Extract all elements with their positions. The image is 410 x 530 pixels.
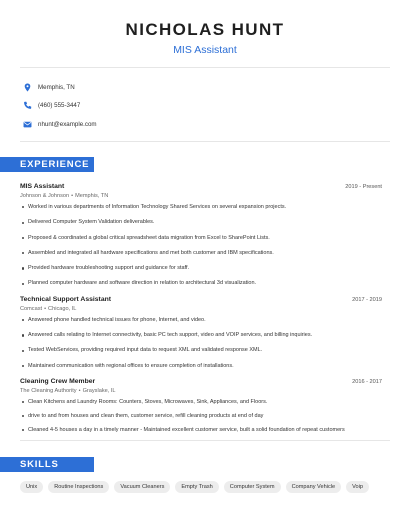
- job-dates: 2016 - 2017: [352, 378, 382, 385]
- skill-tag: Unix: [20, 481, 43, 493]
- skill-tag: Empty Trash: [175, 481, 218, 493]
- contact-divider: [20, 141, 390, 142]
- job-org: Johnson & Johnson • Memphis, TN: [20, 193, 109, 199]
- job-role: Cleaning Crew Member: [20, 377, 96, 385]
- contact-block: [0, 68, 410, 133]
- phone-text: (460) 555-3447: [38, 102, 81, 109]
- phone-icon: [22, 101, 32, 111]
- job-bullet: Worked in various departments of Information Technology Shared Services on several expansion projects.: [28, 204, 382, 211]
- job-bullet: Clean Kitchens and Laundry Rooms: Counters, Stoves, Microwaves, Sink, Appliances, and Floors.: [28, 399, 382, 406]
- job-company: Comcast: [20, 305, 43, 312]
- job-org: Comcast • Chicago, IL: [20, 305, 77, 312]
- job-bullet: Planned computer hardware and software direction in relation to architectural 3d visualization.: [28, 280, 382, 287]
- job-bullet: Provided hardware troubleshooting support and guidance for staff.: [28, 265, 382, 272]
- job-dates: 2017 - 2019: [352, 296, 382, 303]
- contact-location: [22, 78, 410, 96]
- skill-tag: Vacuum Cleaners: [114, 481, 170, 493]
- job-company: Johnson & Johnson: [20, 193, 70, 199]
- skill-tag: Company Vehicle: [286, 481, 342, 493]
- envelope-icon: [22, 119, 32, 129]
- job-location: Chicago, IL: [48, 305, 77, 312]
- contact-email: [22, 115, 410, 133]
- experience-list: [0, 183, 410, 434]
- skills-list: [0, 481, 410, 493]
- job-location: Grayslake, IL: [82, 387, 116, 394]
- job-bullet: Answered phone handled technical issues for phone, Internet, and video.: [28, 317, 382, 324]
- location-pin-icon: [22, 82, 32, 92]
- skill-tag: Computer System: [224, 481, 281, 493]
- job-company: The Cleaning Authority: [20, 387, 77, 394]
- resume-header: [0, 0, 410, 57]
- job-bullet: drive to and from houses and clean them, customer service, refill cleaning products at end of day: [28, 413, 382, 420]
- job-role: MIS Assistant: [20, 183, 65, 190]
- job-org: The Cleaning Authority • Grayslake, IL: [20, 387, 116, 394]
- job-bullets: [20, 204, 382, 287]
- job-bullet: Cleaned 4-5 houses a day in a timely manner - Maintained excellent customer service, built a solid foundation of repeat customers: [28, 427, 382, 434]
- skills-section-heading: SKILLS: [0, 457, 94, 472]
- job-entry: [20, 183, 382, 287]
- job-role: Technical Support Assistant: [20, 295, 112, 303]
- job-bullets: [20, 317, 382, 370]
- job-bullet: Maintained communication with regional offices to ensure completion of installations.: [28, 363, 382, 370]
- location-text: Memphis, TN: [38, 83, 75, 91]
- candidate-title: MIS Assistant: [173, 44, 237, 56]
- skill-tag: Voip: [346, 481, 369, 493]
- job-bullet: Delivered Computer System Validation deliverables.: [28, 219, 382, 226]
- skill-tag: Routine Inspections: [48, 481, 109, 493]
- experience-divider: [20, 440, 390, 441]
- experience-section-heading: EXPERIENCE: [0, 157, 94, 172]
- candidate-name: NICHOLAS HUNT: [125, 20, 285, 39]
- job-bullets: [20, 399, 382, 434]
- job-bullet: Tested WebServices, providing required input data to request XML and validated response XML.: [28, 347, 382, 354]
- contact-phone: [22, 97, 410, 115]
- job-dates: 2019 - Present: [345, 184, 382, 190]
- job-entry: [20, 378, 382, 434]
- job-bullet: Assembled and integrated all hardware specifications and met both customer and IBM specifications.: [28, 250, 382, 257]
- job-bullet: Answered calls relating to Internet connectivity, basic PC tech support, video and VOIP services, and billing inquiries.: [28, 332, 382, 339]
- job-bullet: Proposed & coordinated a global critical spreadsheet data migration from Excel to SharePoint Lists.: [28, 235, 382, 242]
- job-location: Memphis, TN: [75, 193, 109, 199]
- email-text: nhunt@example.com: [38, 120, 97, 128]
- job-entry: [20, 296, 382, 370]
